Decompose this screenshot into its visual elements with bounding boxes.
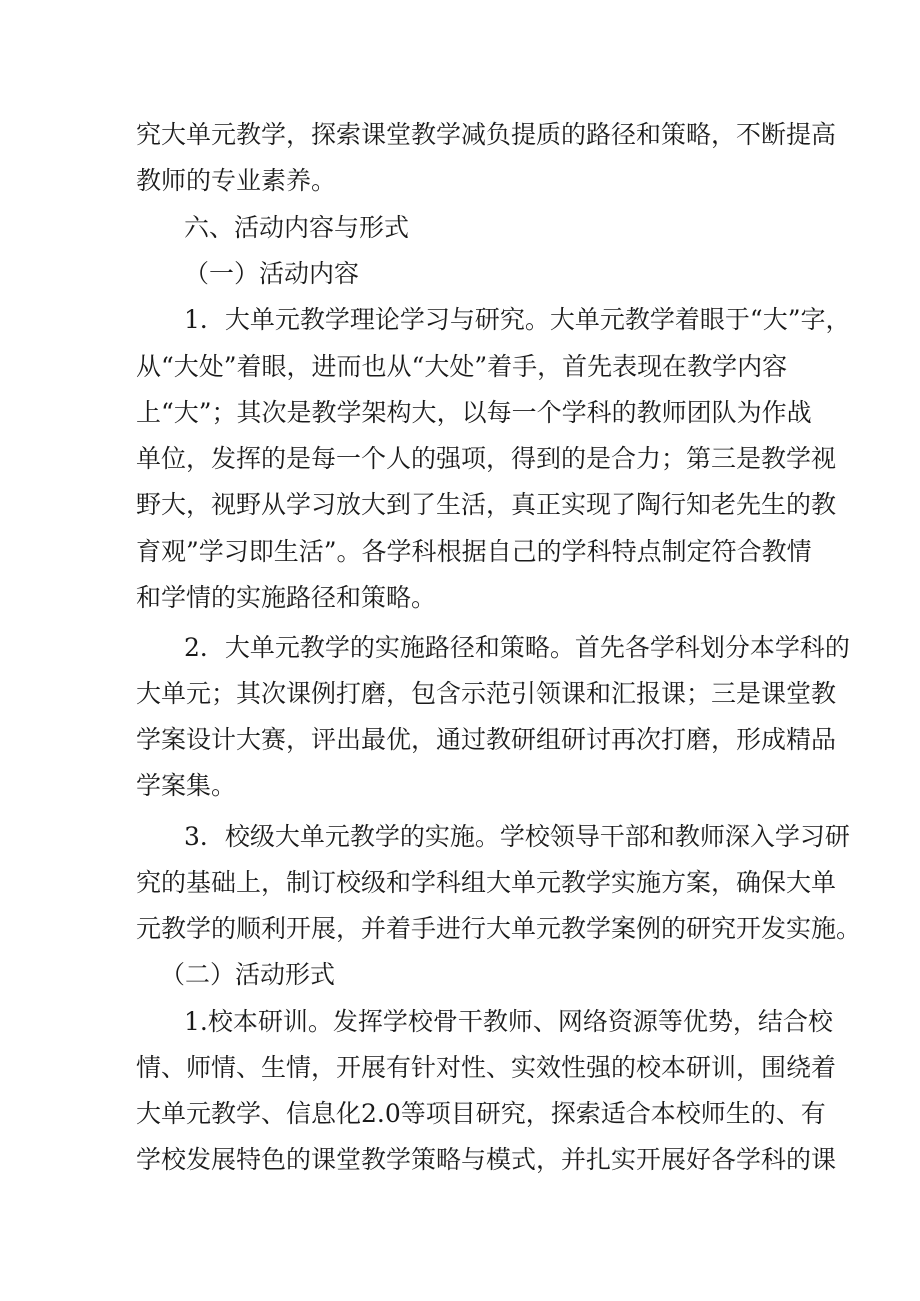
body-text-line: 学校发展特色的课堂教学策略与模式，并扎实开展好各学科的课 — [136, 1145, 837, 1174]
body-text-line: 学案集。 — [136, 771, 237, 800]
body-text-line: 学案设计大赛，评出最优，通过教研组研讨再次打磨，形成精品 — [136, 725, 837, 754]
body-text-line: 大单元教学、信息化2.0等项目研究，探索适合本校师生的、有 — [136, 1099, 826, 1128]
body-text-line: 究的基础上，制订校级和学科组大单元教学实施方案，确保大单 — [136, 868, 837, 897]
body-text-line: 3．校级大单元教学的实施。学校领导干部和教师深入学习研 — [184, 822, 850, 851]
body-text-line: 上“大”；其次是教学架构大，以每一个学科的教师团队为作战 — [136, 398, 812, 427]
body-text-line: 单位，发挥的是每一个人的强项，得到的是合力；第三是教学视 — [136, 444, 837, 473]
body-text-line: 和学情的实施路径和策略。 — [136, 583, 437, 612]
body-text-line: 情、师情、生情，开展有针对性、实效性强的校本研训，围绕着 — [136, 1053, 837, 1082]
body-text-line: 育观”学习即生活”。各学科根据自己的学科特点制定符合教情 — [136, 537, 812, 566]
body-text-line: 1．大单元教学理论学习与研究。大单元教学着眼于“大”字， — [184, 305, 851, 334]
body-text-line: 2．大单元教学的实施路径和策略。首先各学科划分本学科的 — [184, 633, 850, 662]
body-text-line: 究大单元教学，探索课堂教学减负提质的路径和策略，不断提高 — [136, 120, 837, 149]
body-text-line: 从“大处”着眼，进而也从“大处”着手，首先表现在教学内容 — [136, 352, 788, 381]
body-text-line: 1.校本研训。发挥学校骨干教师、网络资源等优势，结合校 — [184, 1007, 833, 1036]
body-text-line: 野大，视野从学习放大到了生活，真正实现了陶行知老先生的教 — [136, 490, 837, 519]
section-heading: 六、活动内容与形式 — [184, 213, 410, 242]
body-text-line: 大单元；其次课例打磨，包含示范引领课和汇报课；三是课堂教 — [136, 679, 837, 708]
subsection-heading: （一）活动内容 — [184, 259, 360, 288]
subsection-heading: （二）活动形式 — [160, 960, 336, 989]
body-text-line: 元教学的顺利开展，并着手进行大单元教学案例的研究开发实施。 — [136, 914, 862, 943]
body-text-line: 教师的专业素养。 — [136, 166, 337, 195]
